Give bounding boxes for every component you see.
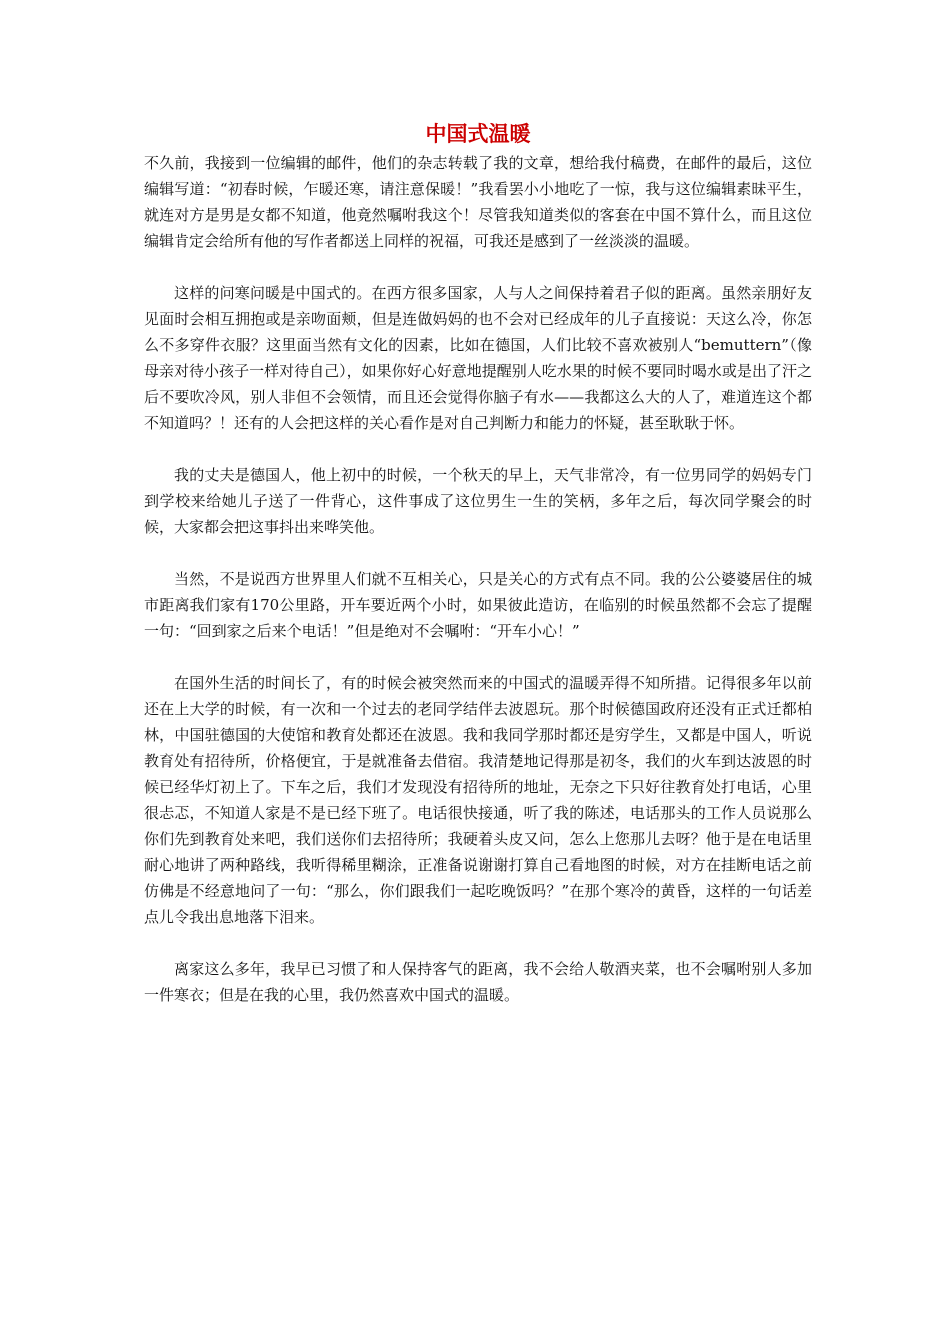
- document-title: 中国式温暖: [425, 122, 531, 146]
- document-page: [144, 118, 812, 1034]
- paragraph-3: 我的丈夫是德国人，他上初中的时候，一个秋天的早上，天气非常冷，有一位男同学的妈妈专门到学校来给她儿子送了一件背心，这件事成了这位男生一生的笑柄，多年之后，每次同学聚会的时候，大家都会把这事抖出来哗笑他。: [144, 466, 812, 536]
- paragraph-4: 当然，不是说西方世界里人们就不互相关心，只是关心的方式有点不同。我的公公婆婆居住的城市距离我们家有170公里路，开车要近两个小时，如果彼此造访，在临别的时候虽然都不会忘了提醒一句：“回到家之后来个电话！”但是绝对不会嘱咐：“开车小心！”: [144, 570, 812, 640]
- paragraph-5: 在国外生活的时间长了，有的时候会被突然而来的中国式的温暖弄得不知所措。记得很多年以前还在上大学的时候，有一次和一个过去的老同学结伴去波恩玩。那个时候德国政府还没有正式迁都柏林，中国驻德国的大使馆和教育处都还在波恩。我和我同学那时都还是穷学生，又都是中国人，听说教育处有招待所，价格便宜，于是就准备去借宿。我清楚地记得那是初冬，我们的火车到达波恩的时候已经华灯初上了。下车之后，我们才发现没有招待所的地址，无奈之下只好往教育处打电话，心里很忐忑，不知道人家是不是已经下班了。电话很快接通，听了我的陈述，电话那头的工作人员说那么你们先到教育处来吧，我们送你们去招待所；我硬着头皮又问，怎么上您那儿去呀？他于是在电话里耐心地讲了两种路线，我听得稀里糊涂，正准备说谢谢打算自己看地图的时候，对方在挂断电话之前仿佛是不经意地问了一句：“那么，你们跟我们一起吃晚饭吗？”在那个寒冷的黄昏，这样的一句话差点儿令我出息地落下泪来。: [144, 674, 812, 926]
- paragraph-2: 这样的问寒问暖是中国式的。在西方很多国家，人与人之间保持着君子似的距离。虽然亲朋好友见面时会相互拥抱或是亲吻面颊，但是连做妈妈的也不会对已经成年的儿子直接说：天这么冷，你怎么不多穿件衣服？这里面当然有文化的因素，比如在德国，人们比较不喜欢被别人“bemuttern”（像母亲对待小孩子一样对待自己），如果你好心好意地提醒别人吃水果的时候不要同时喝水或是出了汗之后不要吹冷风，别人非但不会领情，而且还会觉得你脑子有水——我都这么大的人了，难道连这个都不知道吗？！还有的人会把这样的关心看作是对自己判断力和能力的怀疑，甚至耿耿于怀。: [144, 284, 812, 432]
- paragraph-6: 离家这么多年，我早已习惯了和人保持客气的距离，我不会给人敬酒夹菜，也不会嘱咐别人多加一件寒衣；但是在我的心里，我仍然喜欢中国式的温暖。: [144, 960, 812, 1004]
- paragraph-1: 不久前，我接到一位编辑的邮件，他们的杂志转载了我的文章，想给我付稿费，在邮件的最后，这位编辑写道：“初春时候，乍暖还寒，请注意保暖！”我看罢小小地吃了一惊，我与这位编辑素昧平生，就连对方是男是女都不知道，他竟然嘱咐我这个！尽管我知道类似的客套在中国不算什么，而且这位编辑肯定会给所有他的写作者都送上同样的祝福，可我还是感到了一丝淡淡的温暖。: [144, 154, 812, 250]
